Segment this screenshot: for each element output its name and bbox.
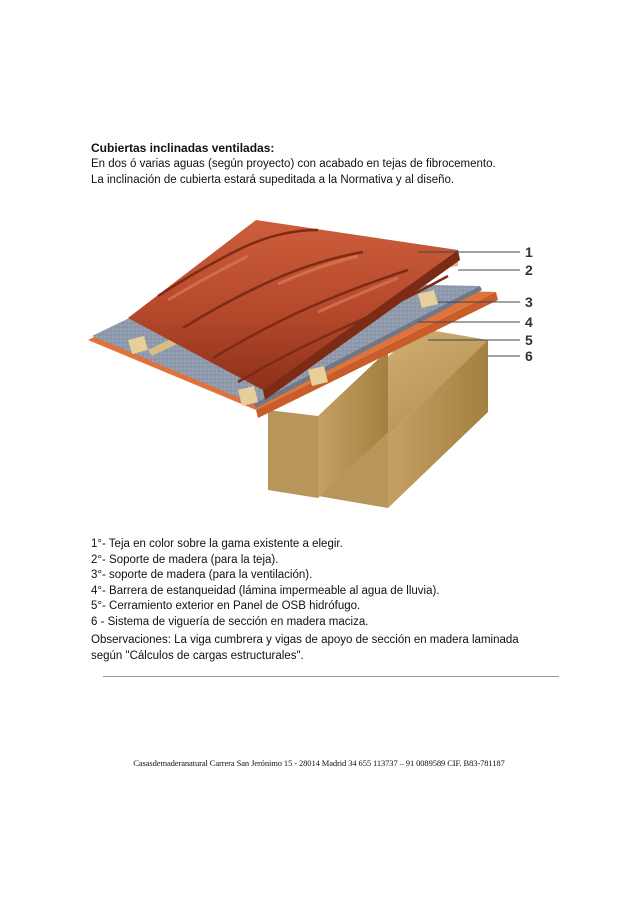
- callout-number-5: 5: [525, 332, 533, 348]
- component-legend: [91, 537, 440, 630]
- intro-line: La inclinación de cubierta estará supeditada a la Normativa y al diseño.: [91, 173, 455, 186]
- observations-line: Observaciones: La viga cumbrera y vigas de apoyo de sección en madera laminada: [91, 634, 519, 646]
- callout-number-3: 3: [525, 294, 533, 310]
- legend-item: 1°- Teja en color sobre la gama existente a elegir.: [91, 538, 343, 550]
- divider: [103, 676, 559, 677]
- legend-item: 5°- Cerramiento exterior en Panel de OSB hidrófugo.: [91, 600, 361, 612]
- observations: [91, 633, 551, 664]
- callout-numbers: [525, 244, 533, 364]
- legend-item: 2°- Soporte de madera (para la teja).: [91, 553, 279, 566]
- legend-item: 3°- soporte de madera (para la ventilación).: [91, 569, 313, 581]
- intro-text: [91, 157, 496, 188]
- callout-number-1: 1: [525, 244, 533, 260]
- legend-item: 6 - Sistema de viguería de sección en madera maciza.: [91, 615, 369, 628]
- callout-number-6: 6: [525, 348, 533, 364]
- footer-contact: Casasdemaderanatural Carrera San Jerónimo 15 - 28014 Madrid 34 655 113737 – 91 0089589 CIF. B83-781187: [133, 758, 505, 768]
- beam-left-front: [268, 410, 318, 498]
- intro-line: En dos ó varias aguas (según proyecto) con acabado en tejas de fibrocemento.: [91, 158, 496, 170]
- legend-item: 4°- Barrera de estanqueidad (lámina impermeable al agua de lluvia).: [91, 584, 440, 597]
- roof-section-diagram: [88, 200, 548, 530]
- section-title: Cubiertas inclinadas ventiladas:: [91, 141, 275, 155]
- observations-line: según "Cálculos de cargas estructurales".: [91, 649, 304, 662]
- callout-number-4: 4: [525, 314, 533, 330]
- callout-number-2: 2: [525, 262, 533, 278]
